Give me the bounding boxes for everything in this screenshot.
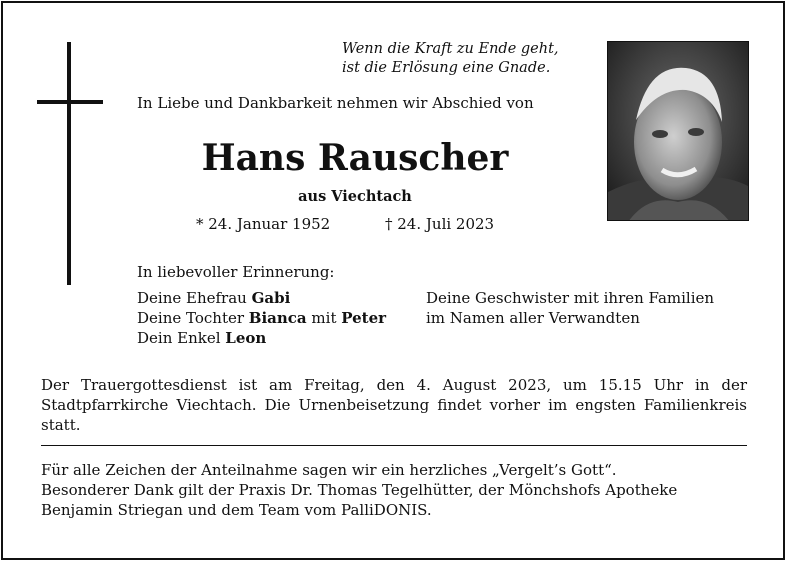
death-date: † 24. Juli 2023 <box>385 215 495 233</box>
mourner-relation: Deine Ehefrau <box>137 289 252 307</box>
memory-label: In liebevoller Erinnerung: <box>137 263 335 281</box>
mourner-name: Bianca <box>248 309 307 327</box>
deceased-origin: aus Viechtach <box>298 188 412 205</box>
cross-icon <box>67 42 71 285</box>
thanks-line-1: Für alle Zeichen der Anteilnahme sagen wir ein herzliches „Vergelt’s Gott“. <box>41 461 617 479</box>
intro-text: In Liebe und Dankbarkeit nehmen wir Abschied von <box>137 94 534 112</box>
mourner-relation: Deine Tochter <box>137 309 249 327</box>
mourner-name: Leon <box>225 329 267 347</box>
divider <box>41 445 747 446</box>
deceased-name: Hans Rauscher <box>201 137 509 179</box>
birth-date: * 24. Januar 1952 <box>196 215 331 233</box>
portrait-photo-image <box>608 42 749 221</box>
mourner-name: Gabi <box>251 289 291 307</box>
mourner-line-3 <box>137 331 266 346</box>
mourner-connector: mit <box>306 309 342 327</box>
mourner-line-2 <box>137 311 386 326</box>
mourner-relation: Dein Enkel <box>137 329 226 347</box>
service-announcement: Der Trauergottesdienst ist am Freitag, den 4. August 2023, um 15.15 Uhr in der Stadtpfarrkirche Viechtach. Die Urnenbeisetzung findet vorher im engsten Familienkreis statt. <box>41 376 747 434</box>
thanks-line-3: Benjamin Striegan und dem Team vom PalliDONIS. <box>41 501 432 519</box>
mourner-name: Peter <box>341 309 387 327</box>
mourners-right-line-1: Deine Geschwister mit ihren Familien <box>426 289 715 307</box>
cross-icon-bar <box>37 100 103 104</box>
portrait-photo <box>607 41 749 221</box>
verse-line-2: ist die Erlösung eine Gnade. <box>342 60 551 76</box>
mourners-right-line-2: im Namen aller Verwandten <box>426 309 640 327</box>
thanks-line-2: Besonderer Dank gilt der Praxis Dr. Thomas Tegelhütter, der Mönchshofs Apotheke <box>41 481 678 499</box>
mourner-line-1 <box>137 291 290 306</box>
verse-line-1: Wenn die Kraft zu Ende geht, <box>342 41 559 57</box>
